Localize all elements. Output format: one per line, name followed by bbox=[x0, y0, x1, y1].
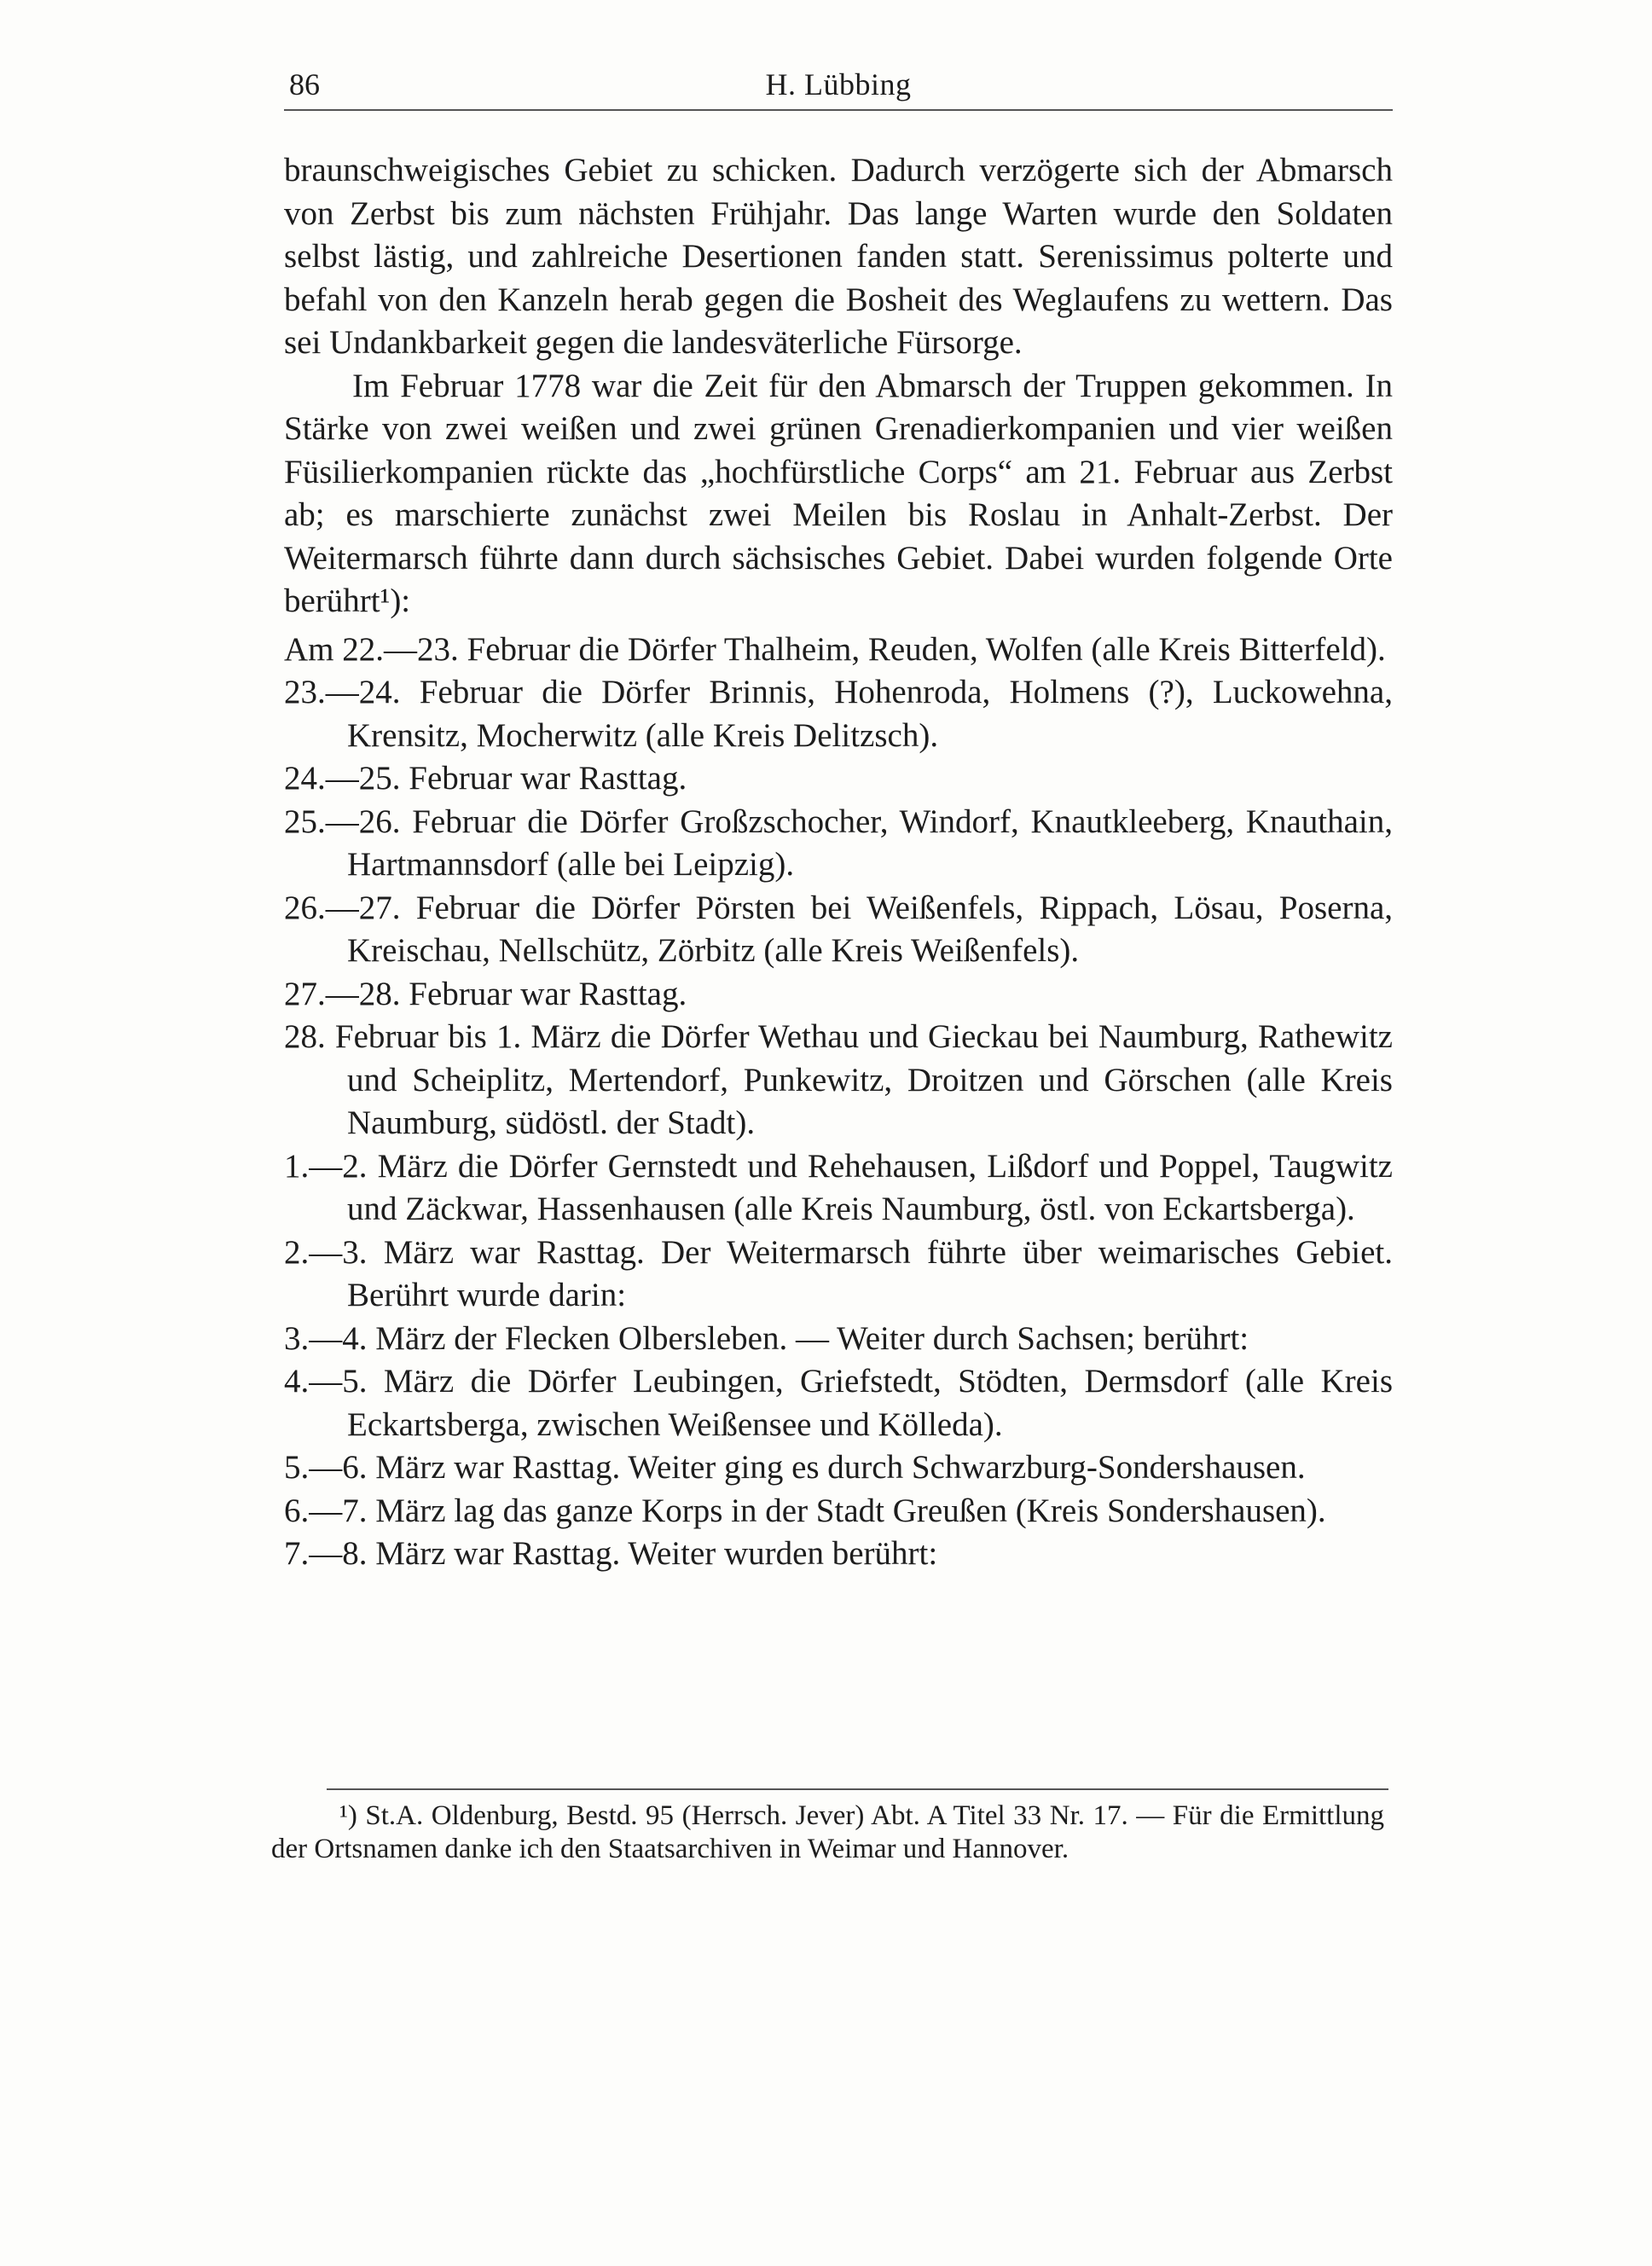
list-item: 7.—8. März war Rasttag. Weiter wurden berührt: bbox=[284, 1535, 938, 1572]
list-item: 5.—6. März war Rasttag. Weiter ging es durch Schwarzburg-Sondershausen. bbox=[284, 1449, 1306, 1486]
list-item: 3.—4. März der Flecken Olbersleben. — Weiter durch Sachsen; berührt: bbox=[284, 1319, 1249, 1357]
main-text bbox=[284, 149, 1393, 1576]
footnote-text: ¹) St.A. Oldenburg, Bestd. 95 (Herrsch. Jever) Abt. A Titel 33 Nr. 17. — Für die Ermittlung der Ortsnamen danke ich den Staatsarchiven in Weimar und Hannover. bbox=[271, 1800, 1384, 1864]
list-item: 25.—26. Februar die Dörfer Großzschocher, Windorf, Knautkleeberg, Knauthain, Hartmannsdorf (alle bei Leipzig). bbox=[284, 803, 1393, 883]
list-item: 2.—3. März war Rasttag. Der Weitermarsch führte über weimarisches Gebiet. Berührt wurde darin: bbox=[284, 1233, 1393, 1313]
running-head: H. Lübbing bbox=[765, 67, 912, 101]
list-item: 1.—2. März die Dörfer Gernstedt und Rehehausen, Lißdorf und Poppel, Taugwitz und Zäckwar, Hassenhausen (alle Kreis Naumburg, östl. von Eckartsberga). bbox=[284, 1147, 1393, 1227]
page-number: 86 bbox=[289, 67, 320, 101]
footnote-rule bbox=[327, 1788, 1388, 1790]
header-rule bbox=[284, 109, 1393, 111]
itinerary-list bbox=[284, 629, 1393, 1576]
list-item: 23.—24. Februar die Dörfer Brinnis, Hohenroda, Holmens (?), Luckowehna, Krensitz, Mocherwitz (alle Kreis Delitzsch). bbox=[284, 674, 1393, 754]
paragraph-2: Im Februar 1778 war die Zeit für den Abmarsch der Truppen gekommen. In Stärke von zwei weißen und zwei grünen Grenadierkompanien und vier weißen Füsilierkompanien rückte das „hochfürstliche Corps“ am 21. Februar aus Zerbst ab; es marschierte zunächst zwei Meilen bis Roslau in Anhalt-Zerbst. Der Weitermarsch führte dann durch sächsisches Gebiet. Dabei wurden folgende Orte berührt¹): bbox=[284, 367, 1393, 619]
footnote bbox=[271, 1799, 1384, 1866]
list-item: 4.—5. März die Dörfer Leubingen, Griefstedt, Stödten, Dermsdorf (alle Kreis Eckartsberga, zwischen Weißensee und Kölleda). bbox=[284, 1363, 1393, 1443]
list-item: Am 22.—23. Februar die Dörfer Thalheim, Reuden, Wolfen (alle Kreis Bitterfeld). bbox=[284, 630, 1386, 668]
list-item: 6.—7. März lag das ganze Korps in der Stadt Greußen (Kreis Sondershausen). bbox=[284, 1492, 1326, 1529]
page-header bbox=[284, 67, 1393, 109]
list-item: 24.—25. Februar war Rasttag. bbox=[284, 760, 687, 797]
paragraph-1: braunschweigisches Gebiet zu schicken. Dadurch verzögerte sich der Abmarsch von Zerbst bis zum nächsten Frühjahr. Das lange Warten wurde den Soldaten selbst lästig, und zahlreiche Desertionen fanden statt. Serenissimus polterte und befahl von den Kanzeln herab gegen die Bosheit des Weglaufens zu wettern. Das sei Undankbarkeit gegen die landesväterliche Fürsorge. bbox=[284, 152, 1393, 361]
list-item: 27.—28. Februar war Rasttag. bbox=[284, 975, 687, 1012]
list-item: 26.—27. Februar die Dörfer Pörsten bei Weißenfels, Rippach, Lösau, Poserna, Kreischau, Nellschütz, Zörbitz (alle Kreis Weißenfels). bbox=[284, 889, 1393, 969]
list-item: 28. Februar bis 1. März die Dörfer Wethau und Gieckau bei Naumburg, Rathewitz und Scheiplitz, Mertendorf, Punkewitz, Droitzen und Görschen (alle Kreis Naumburg, südöstl. der Stadt). bbox=[284, 1018, 1393, 1141]
